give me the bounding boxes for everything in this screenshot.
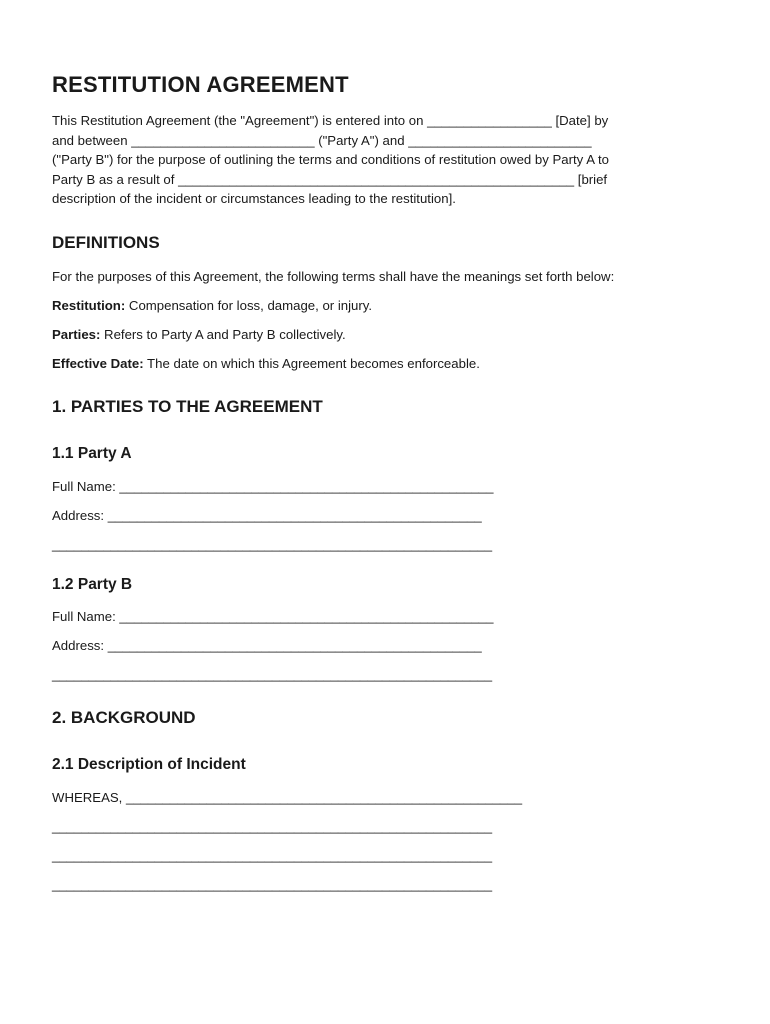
intro-line: description of the incident or circumstances leading to the restitution].: [52, 191, 456, 206]
intro-line: This Restitution Agreement (the "Agreement") is entered into on _________________ [Date] by: [52, 113, 609, 128]
party-a-full-name-field[interactable]: Full Name: ___________________________________________________: [52, 479, 494, 494]
definition-item: [52, 354, 480, 374]
incident-line-field[interactable]: ____________________________________________________________: [52, 848, 493, 863]
definitions-heading: DEFINITIONS: [52, 233, 160, 252]
intro-line: Party B as a result of ______________________________________________________ [brief: [52, 171, 608, 187]
party-b-address-line2-field[interactable]: ____________________________________________________________: [52, 667, 493, 682]
definition-text: Compensation for loss, damage, or injury.: [125, 298, 373, 313]
intro-paragraph: [52, 111, 712, 209]
party-b-heading: 1.2 Party B: [52, 576, 133, 593]
intro-line: and between _________________________ ("Party A") and _________________________: [52, 132, 592, 148]
definition-term: Restitution:: [52, 298, 126, 313]
section2-heading: 2. BACKGROUND: [52, 708, 196, 727]
definitions-intro: For the purposes of this Agreement, the following terms shall have the meanings set forth below:: [52, 269, 615, 284]
definition-text: Refers to Party A and Party B collectively.: [100, 327, 346, 342]
party-a-heading: 1.1 Party A: [52, 445, 132, 462]
incident-line-field[interactable]: ____________________________________________________________: [52, 819, 493, 834]
section1-heading: 1. PARTIES TO THE AGREEMENT: [52, 397, 323, 416]
definition-term: Effective Date:: [52, 356, 144, 371]
party-a-address-field[interactable]: Address: ___________________________________________________: [52, 508, 482, 523]
party-b-full-name-field[interactable]: Full Name: ___________________________________________________: [52, 609, 494, 624]
party-a-address-line2-field[interactable]: ____________________________________________________________: [52, 537, 493, 552]
document-title: RESTITUTION AGREEMENT: [52, 72, 349, 97]
incident-line-field[interactable]: ____________________________________________________________: [52, 877, 493, 892]
intro-line: ("Party B") for the purpose of outlining the terms and conditions of restitution owed by Party A to: [52, 152, 609, 167]
definition-term: Parties:: [52, 327, 101, 342]
party-b-address-field[interactable]: Address: ___________________________________________________: [52, 638, 482, 653]
whereas-field[interactable]: WHEREAS, ______________________________________________________: [52, 790, 523, 805]
definition-text: The date on which this Agreement becomes enforceable.: [143, 356, 480, 371]
definition-item: [52, 325, 346, 345]
incident-heading: 2.1 Description of Incident: [52, 756, 246, 773]
definition-item: [52, 296, 372, 316]
